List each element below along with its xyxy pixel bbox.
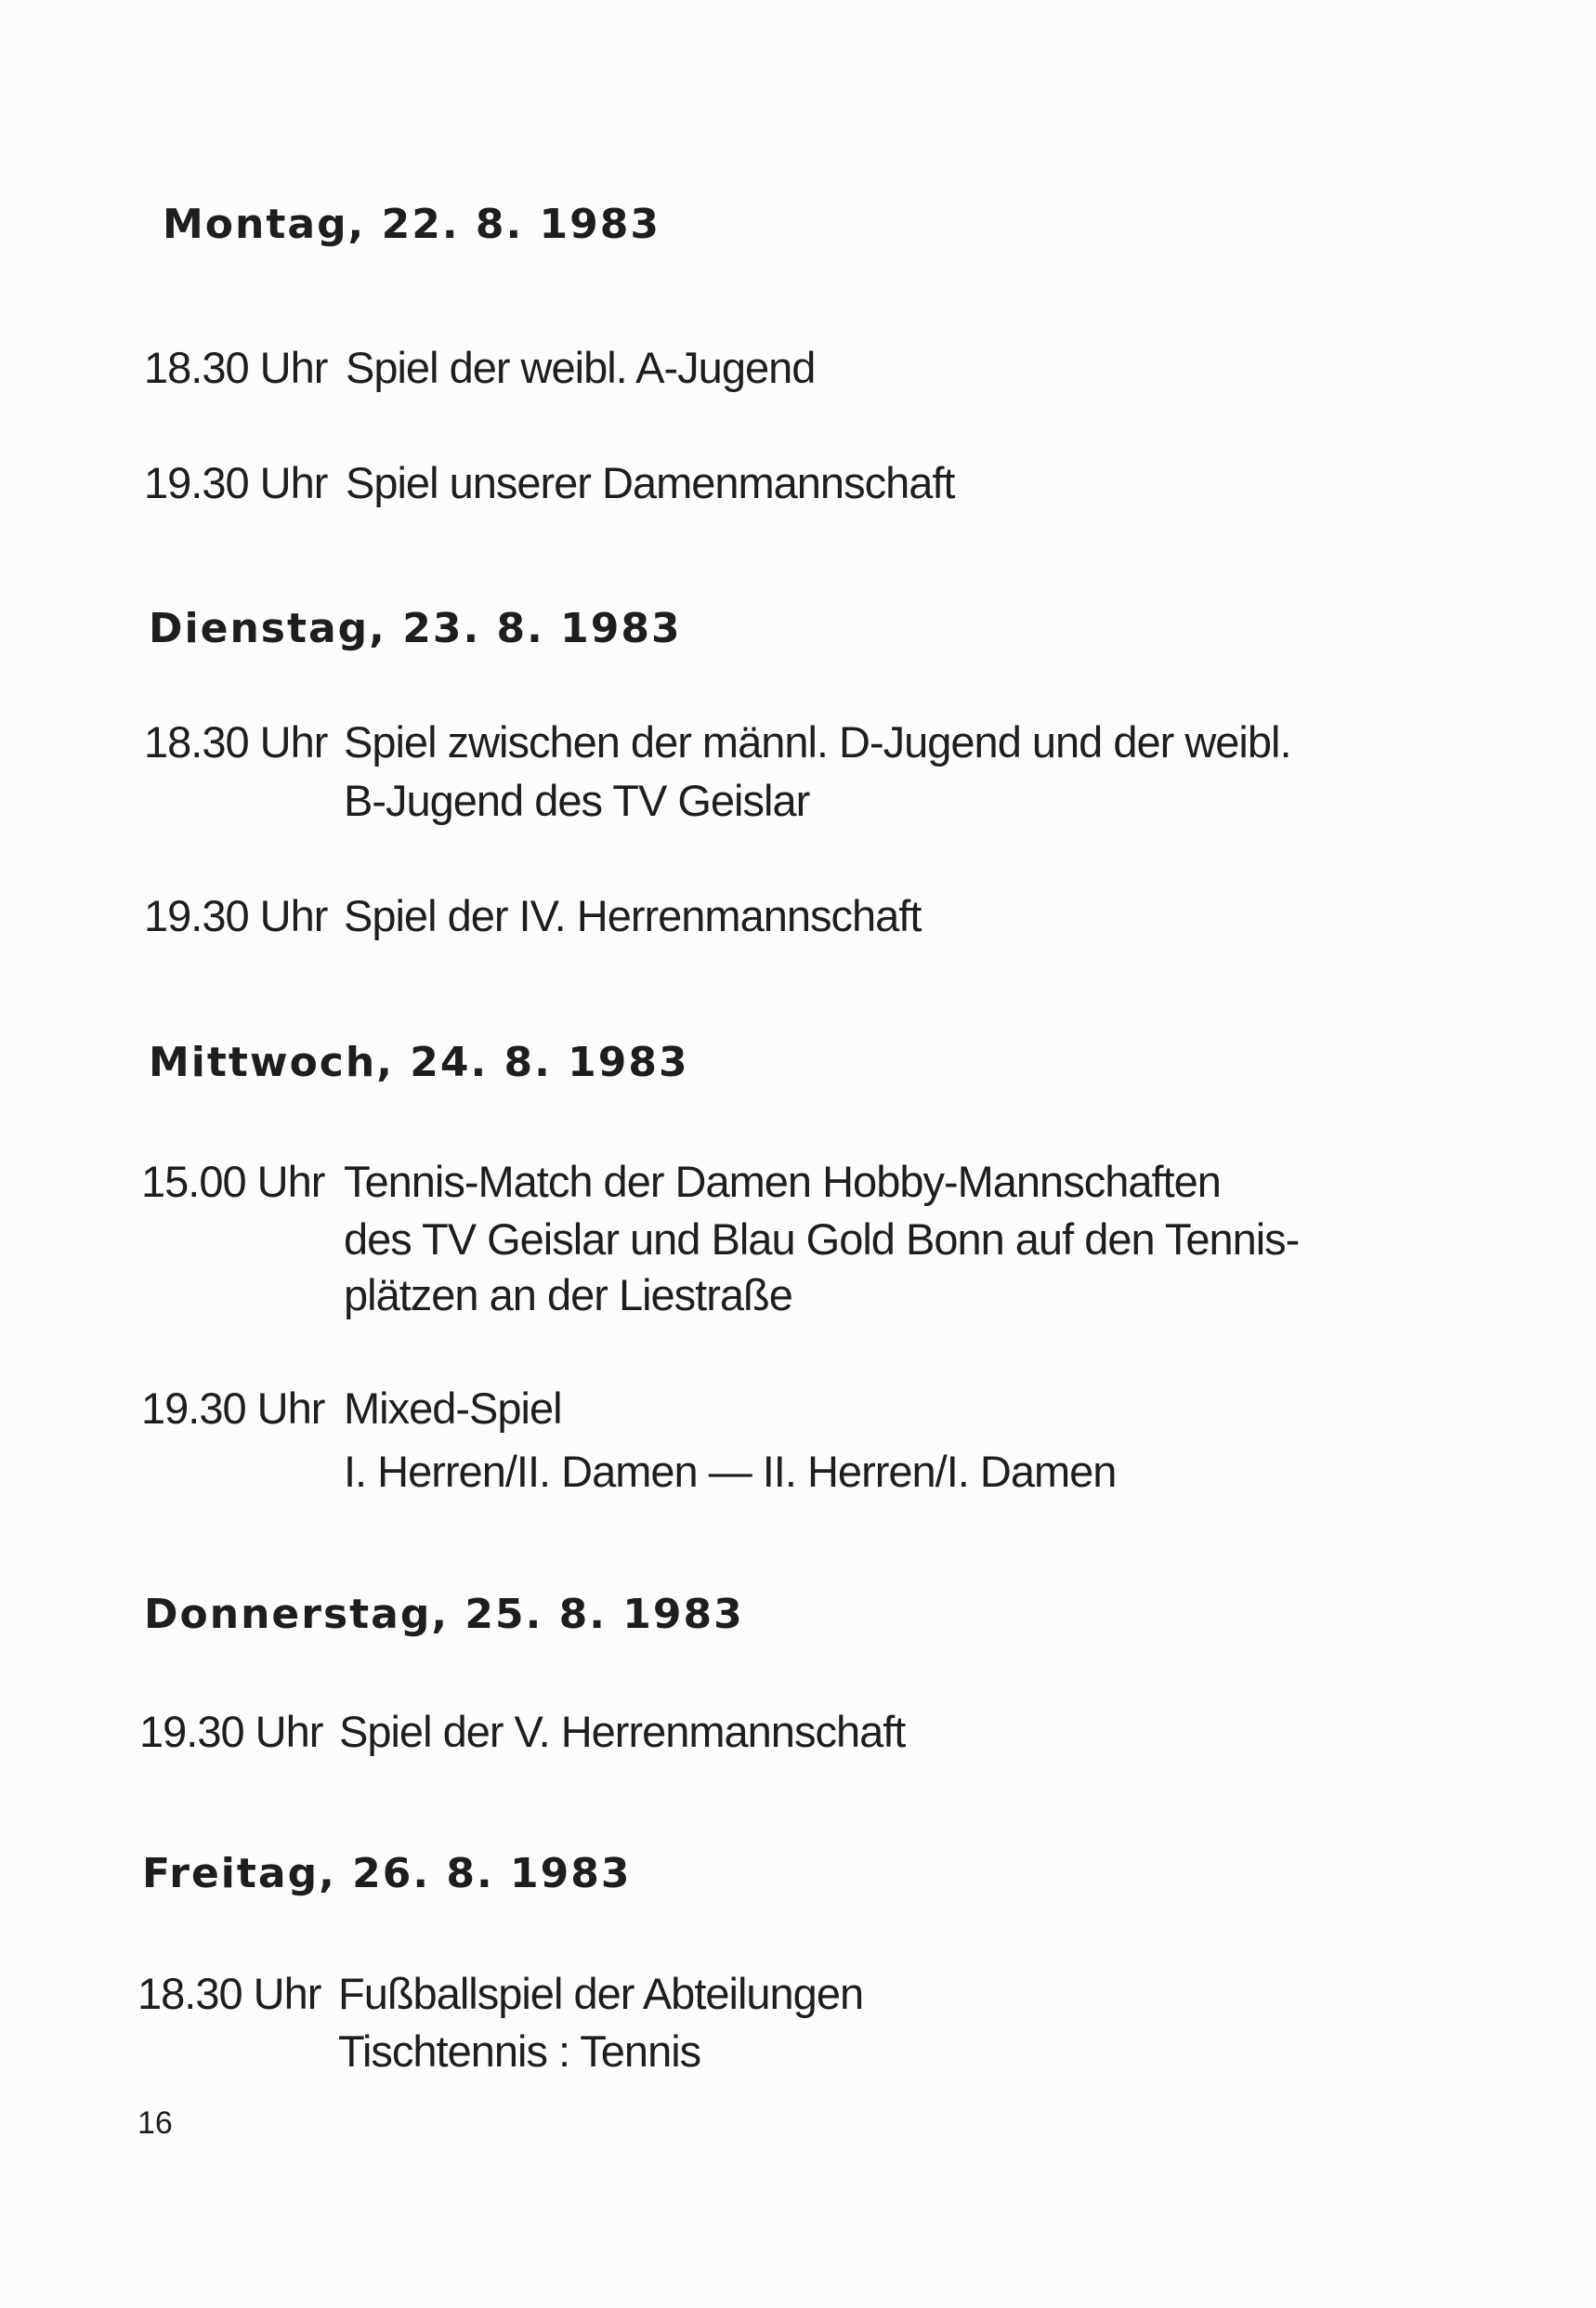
event-time: 19.30 Uhr	[144, 458, 328, 507]
event-time: 18.30 Uhr	[144, 717, 328, 767]
day-heading-wednesday: Mittwoch, 24. 8. 1983	[149, 1039, 689, 1086]
event-description: Mixed-Spiel	[344, 1383, 562, 1433]
event-time: 19.30 Uhr	[141, 1383, 325, 1433]
event-description: Spiel der IV. Herrenmannschaft	[344, 891, 922, 940]
event-time: 18.30 Uhr	[137, 1969, 321, 2018]
event-description: plätzen an der Liestraße	[344, 1270, 792, 1319]
event-time: 19.30 Uhr	[139, 1707, 323, 1756]
event-time: 19.30 Uhr	[144, 891, 328, 940]
event-time: 15.00 Uhr	[141, 1157, 325, 1206]
event-description: Fußballspiel der Abteilungen	[338, 1969, 864, 2018]
event-description: B-Jugend des TV Geislar	[344, 776, 810, 825]
event-description: des TV Geislar und Blau Gold Bonn auf den Tennis-	[344, 1214, 1300, 1264]
event-description: Spiel der V. Herrenmannschaft	[339, 1707, 906, 1756]
event-description: Tennis-Match der Damen Hobby-Mannschaften	[344, 1157, 1221, 1206]
event-description: Spiel unserer Damenmannschaft	[346, 458, 955, 507]
day-heading-thursday: Donnerstag, 25. 8. 1983	[144, 1591, 744, 1638]
day-heading-monday: Montag, 22. 8. 1983	[163, 201, 661, 248]
page-number: 16	[137, 2105, 173, 2141]
event-time: 18.30 Uhr	[144, 343, 328, 392]
day-heading-friday: Freitag, 26. 8. 1983	[142, 1850, 632, 1897]
event-description: Tischtennis : Tennis	[338, 2026, 701, 2076]
day-heading-tuesday: Dienstag, 23. 8. 1983	[149, 605, 682, 652]
event-description: Spiel zwischen der männl. D-Jugend und der weibl.	[344, 717, 1291, 767]
event-description: Spiel der weibl. A-Jugend	[346, 343, 816, 392]
event-description: I. Herren/II. Damen — II. Herren/I. Damen	[344, 1447, 1117, 1496]
